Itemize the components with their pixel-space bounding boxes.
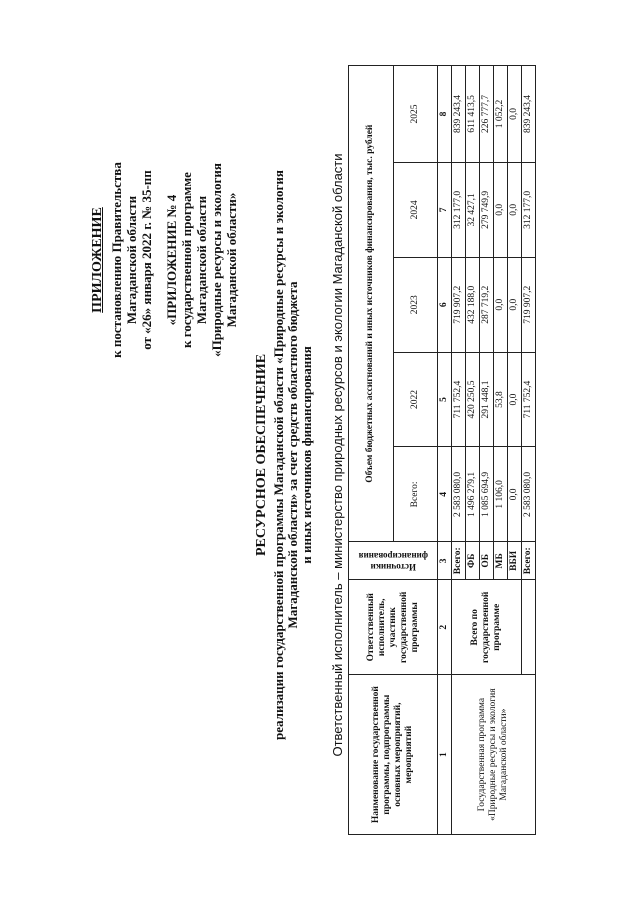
value-2025-cell: 1 052,2: [494, 66, 508, 163]
value-2025-cell: 611 413,5: [466, 66, 480, 163]
value-2025-cell: 226 777,7: [480, 66, 494, 163]
value-2023-cell: 719 907,2: [452, 257, 466, 352]
source-cell: Всего:: [522, 542, 536, 580]
value-2023-cell: 0,0: [508, 257, 522, 352]
col-number: 5: [438, 352, 452, 447]
source-cell: МБ: [494, 542, 508, 580]
value-2022-cell: 711 752,4: [452, 352, 466, 447]
value-2023-cell: 287 719,2: [480, 257, 494, 352]
title-heading: РЕСУРСНОЕ ОБЕСПЕЧЕНИЕ: [254, 353, 269, 557]
header-2022: 2022: [393, 352, 438, 447]
source-cell: ВБИ: [508, 542, 522, 580]
total-cell: 2 583 080,0: [522, 447, 536, 542]
appendix-line: «Природные ресурсы и экология: [209, 163, 224, 357]
total-cell: 1 496 279,1: [466, 447, 480, 542]
resource-table: [348, 65, 536, 835]
value-2025-cell: 0,0: [508, 66, 522, 163]
col-number: 6: [438, 257, 452, 352]
responsible-executor: Ответственный исполнитель – министерство природных ресурсов и экологии Магаданской области: [330, 153, 345, 757]
source-cell: ФБ: [466, 542, 480, 580]
program-name: Государственная программа «Природные ресурсы и экология Магаданской области»: [452, 675, 536, 835]
appendix-date-line: от «26» января 2022 г. № 35-пп: [139, 170, 154, 350]
total-cell: 2 583 080,0: [452, 447, 466, 542]
title-line: Магаданской области» за счет средств областного бюджета: [285, 281, 300, 629]
col-number: 2: [438, 580, 452, 675]
title-line: и иных источников финансирования: [299, 346, 314, 564]
appendix-number: «ПРИЛОЖЕНИЕ № 4: [164, 194, 179, 326]
appendix-heading: ПРИЛОЖЕНИЕ: [90, 207, 105, 313]
appendix-block: [90, 130, 239, 390]
header-2024: 2024: [393, 162, 438, 257]
value-2022-cell: 711 752,4: [522, 352, 536, 447]
value-2022-cell: 0,0: [508, 352, 522, 447]
col-number: 8: [438, 66, 452, 163]
program-executor: Всего по государственной программе: [452, 580, 522, 675]
header-2023: 2023: [393, 257, 438, 352]
header-name: Наименование государственной программы, подпрограммы основных мероприятий, мероприятий: [349, 675, 438, 835]
col-number: 3: [438, 542, 452, 580]
value-2024-cell: 0,0: [494, 162, 508, 257]
header-2025: 2025: [393, 66, 438, 163]
value-2022-cell: 420 250,5: [466, 352, 480, 447]
header-volume: Объем бюджетных ассигнований и иных источников финансирования, тыс. рублей: [349, 66, 394, 542]
header-total: Всего:: [393, 447, 438, 542]
value-2023-cell: 0,0: [494, 257, 508, 352]
header-source-text: Источники финансирования: [358, 550, 428, 572]
document-title: [255, 75, 314, 835]
col-number: 7: [438, 162, 452, 257]
table-row: [452, 66, 466, 835]
header-source: [349, 542, 438, 580]
total-cell: 0,0: [508, 447, 522, 542]
header-executor: Ответственный исполнитель, участник государственной программы: [349, 580, 438, 675]
value-2024-cell: 0,0: [508, 162, 522, 257]
appendix-line: Магаданской области: [124, 195, 139, 325]
value-2023-cell: 432 188,0: [466, 257, 480, 352]
col-number: 4: [438, 447, 452, 542]
value-2025-cell: 839 243,4: [452, 66, 466, 163]
total-cell: 1 085 694,9: [480, 447, 494, 542]
value-2025-cell: 839 243,4: [522, 66, 536, 163]
column-number-row: [438, 66, 452, 835]
title-line: реализации государственной программы Магаданской области «Природные ресурсы и экология: [271, 170, 286, 740]
appendix-line: Магаданской области»: [224, 192, 239, 328]
source-cell: Всего:: [452, 542, 466, 580]
value-2024-cell: 32 427,1: [466, 162, 480, 257]
appendix-line: Магаданской области: [194, 195, 209, 325]
table-header-row: [349, 66, 394, 835]
appendix-line: к постановлению Правительства: [109, 162, 124, 358]
value-2023-cell: 719 907,2: [522, 257, 536, 352]
value-2024-cell: 312 177,0: [522, 162, 536, 257]
value-2024-cell: 279 749,9: [480, 162, 494, 257]
executor-cell-empty: [522, 580, 536, 675]
value-2022-cell: 291 448,1: [480, 352, 494, 447]
source-cell: ОБ: [480, 542, 494, 580]
value-2022-cell: 53,8: [494, 352, 508, 447]
value-2024-cell: 312 177,0: [452, 162, 466, 257]
appendix-line: к государственной программе: [179, 172, 194, 348]
total-cell: 1 106,0: [494, 447, 508, 542]
col-number: 1: [438, 675, 452, 835]
